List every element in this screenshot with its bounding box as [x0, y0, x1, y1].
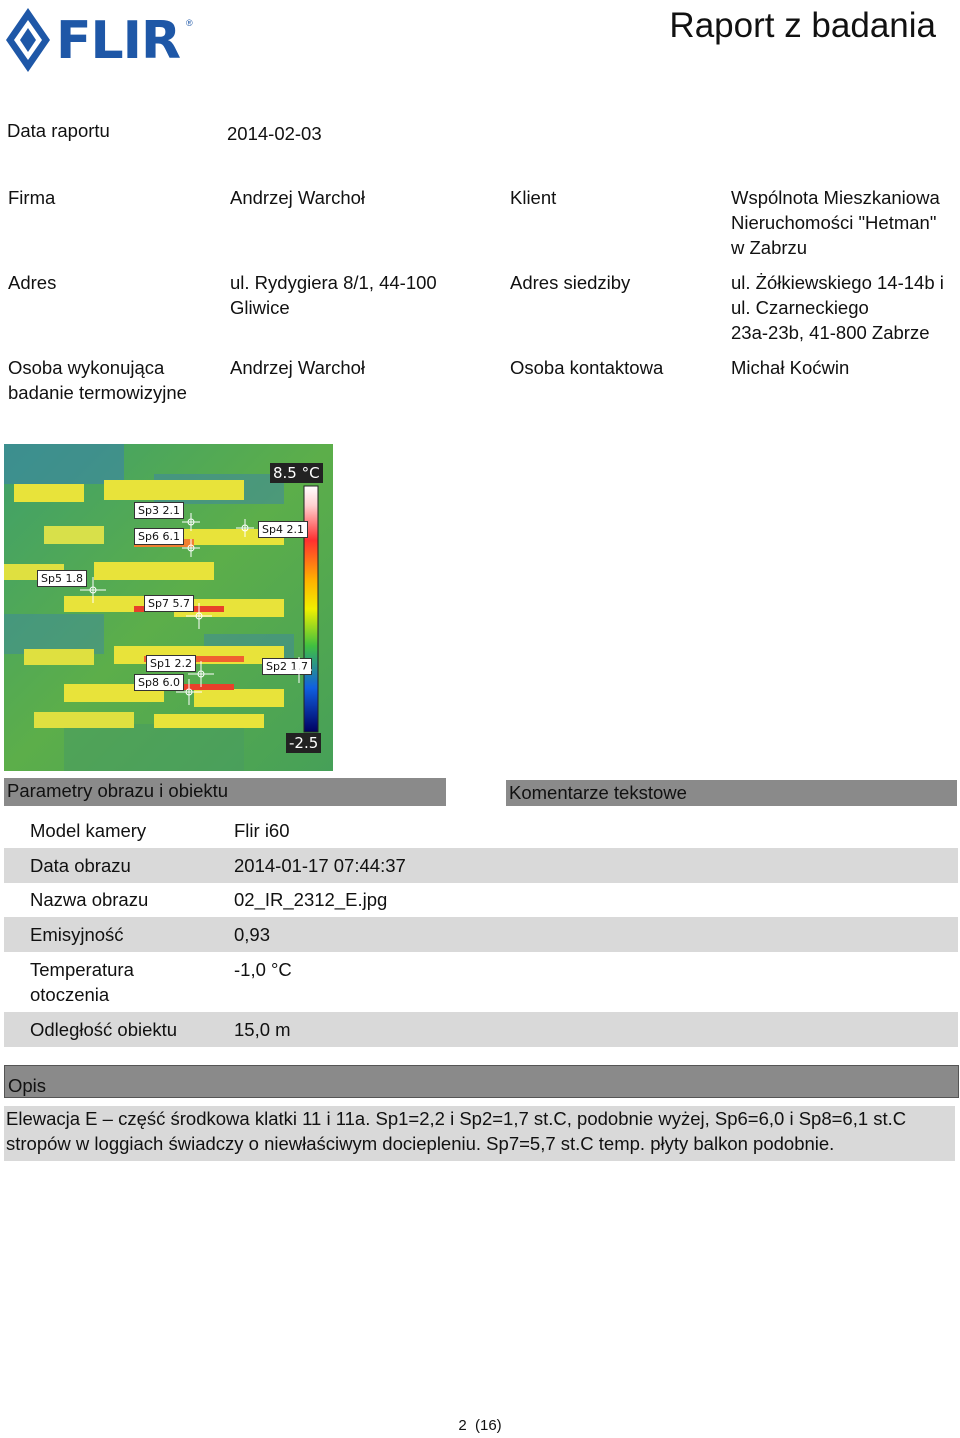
param-value: 0,93 [234, 924, 271, 945]
hq-label: Adres siedziby [510, 272, 631, 293]
client-value-line: Wspólnota Mieszkaniowa [731, 187, 940, 208]
spot-label: Sp3 2.1 [134, 502, 184, 519]
client-label: Klient [510, 187, 557, 208]
thermal-image [4, 444, 333, 771]
param-value: -1,0 °C [234, 959, 292, 980]
client-value-line: Nieruchomości "Hetman" [731, 212, 937, 233]
description-line: Elewacja E – część środkowa klatki 11 i 11a. Sp1=2,2 i Sp2=1,7 st.C, podobnie wyżej, Sp6=6,0 i Sp8=6,1 st.C [6, 1108, 907, 1129]
crosshair-icon [188, 661, 214, 687]
param-label: Data obrazu [30, 855, 131, 876]
crosshair-icon [236, 519, 254, 537]
param-label [30, 957, 134, 1007]
param-label: Model kamery [30, 820, 147, 841]
crosshair-icon [182, 539, 200, 557]
description-text [4, 1106, 955, 1161]
param-label: Emisyjność [30, 924, 124, 945]
brand-name: FLIR [56, 11, 181, 71]
param-value: 2014-01-17 07:44:37 [234, 855, 406, 876]
contact-value: Michał Koćwin [731, 357, 850, 378]
crosshair-icon [176, 679, 202, 705]
spot-markers [4, 444, 333, 771]
param-value: Flir i60 [234, 820, 290, 841]
param-row-distance [4, 1012, 958, 1047]
param-row-date [4, 848, 958, 883]
param-value: 02_IR_2312_E.jpg [234, 889, 388, 910]
inspector-value: Andrzej Warchoł [230, 357, 366, 378]
flir-logo [4, 6, 194, 76]
address-label: Adres [8, 272, 57, 293]
spot-label: Sp1 2.2 [146, 655, 196, 672]
hq-value-line: ul. Czarneckiego [731, 297, 869, 318]
inspector-label-line: Osoba wykonująca [8, 357, 165, 378]
report-date-value: 2014-02-03 [227, 123, 322, 144]
crosshair-icon [182, 513, 200, 531]
address-value-line: ul. Rydygiera 8/1, 44-100 [230, 272, 437, 293]
page-number: 2 (16) [458, 1417, 502, 1434]
param-row-ambient-temp [4, 952, 958, 1012]
param-label: Odległość obiektu [30, 1019, 178, 1040]
spot-label: Sp5 1.8 [37, 570, 87, 587]
company-value: Andrzej Warchoł [230, 187, 366, 208]
params-section-header: Parametry obrazu i obiektu [4, 778, 446, 806]
crosshair-icon [286, 657, 312, 683]
hq-value-line: 23a-23b, 41-800 Zabrze [731, 322, 930, 343]
client-value [731, 185, 940, 260]
scale-min-label: -2.5 [286, 733, 321, 753]
param-row-emissivity [4, 917, 958, 952]
comments-section-header: Komentarze tekstowe [506, 780, 957, 806]
hq-value-line: ul. Żółkiewskiego 14-14b i [731, 272, 944, 293]
crosshair-icon [186, 603, 212, 629]
crosshair-icon [80, 577, 106, 603]
param-label: Nazwa obrazu [30, 889, 149, 910]
address-value [230, 270, 437, 320]
param-value: 15,0 m [234, 1019, 291, 1040]
flir-diamond-icon [4, 6, 56, 76]
param-label-line: Temperatura [30, 959, 134, 980]
inspector-label [8, 355, 187, 405]
report-date-label: Data raportu [7, 120, 110, 141]
address-value-line: Gliwice [230, 297, 290, 318]
param-label-line: otoczenia [30, 984, 110, 1005]
param-row-camera [4, 814, 958, 848]
spot-label: Sp2 1.7 [262, 658, 312, 675]
description-section-header: Opis [4, 1065, 959, 1098]
spot-label: Sp4 2.1 [258, 521, 308, 538]
spot-label: Sp7 5.7 [144, 595, 194, 612]
report-title: Raport z badania [669, 6, 936, 45]
contact-label: Osoba kontaktowa [510, 357, 664, 378]
scale-max-label: 8.5 °C [270, 463, 323, 483]
client-value-line: w Zabrzu [731, 237, 808, 258]
hq-value [731, 270, 944, 345]
company-label: Firma [8, 187, 56, 208]
description-line: stropów w loggiach świadczy o niewłaściwym dociepleniu. Sp7=5,7 st.C temp. płyty balkon podobnie. [6, 1133, 835, 1154]
registered-mark: ® [186, 18, 193, 28]
spot-label: Sp6 6.1 [134, 528, 184, 545]
inspector-label-line: badanie termowizyjne [8, 382, 187, 403]
spot-label: Sp8 6.0 [134, 674, 184, 691]
param-row-filename [4, 883, 958, 917]
